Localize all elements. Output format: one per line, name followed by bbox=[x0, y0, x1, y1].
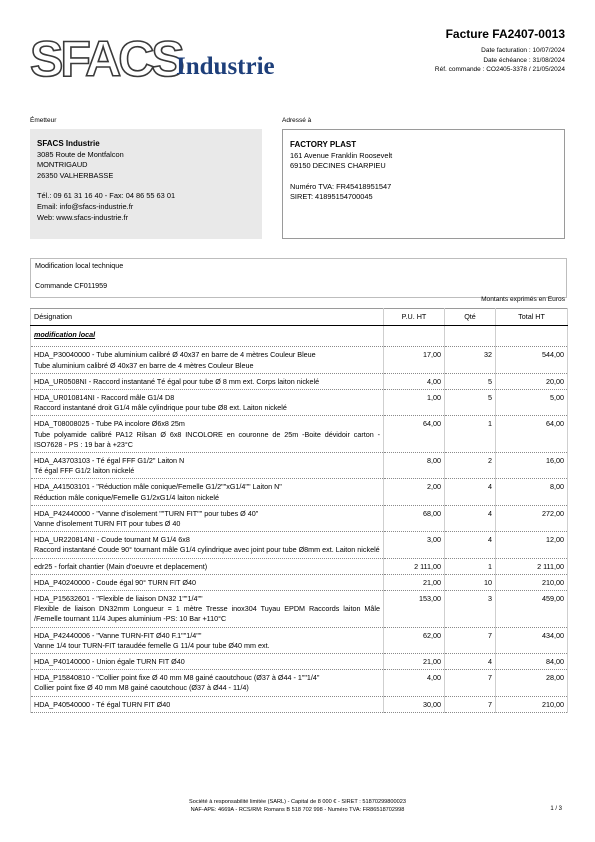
line-quantity: 32 bbox=[445, 347, 496, 373]
line-quantity: 2 bbox=[445, 453, 496, 479]
recipient-label: Adressé à bbox=[282, 117, 312, 124]
reference-block bbox=[30, 258, 567, 298]
recipient-tva: Numéro TVA: FR45418951547 bbox=[290, 181, 392, 191]
line-product-title: HDA_P40140000 - Union égale TURN FIT Ø40 bbox=[34, 657, 185, 667]
line-designation bbox=[31, 627, 384, 653]
table-row bbox=[31, 654, 568, 670]
line-product-title: HDA_P40540000 - Té égal TURN FIT Ø40 bbox=[34, 699, 171, 709]
line-product-title: HDA_A43703103 - Té égal FFF G1/2" Laiton N bbox=[34, 456, 185, 466]
line-product-title: HDA_P40240000 - Coude égal 90° TURN FIT Ø40 bbox=[34, 577, 197, 587]
table-row bbox=[31, 453, 568, 479]
emitter-name: SFACS Industrie bbox=[37, 139, 100, 148]
line-designation bbox=[31, 558, 384, 574]
company-logo bbox=[30, 34, 290, 84]
line-total: 2 111,00 bbox=[496, 558, 568, 574]
invoice-meta bbox=[435, 46, 565, 75]
legal-footer bbox=[0, 798, 595, 814]
reference-subject: Modification local technique bbox=[35, 261, 124, 270]
line-product-title: HDA_P42440006 - "Vanne TURN-FIT Ø40 F.1""1/4"" bbox=[34, 630, 202, 640]
line-unit-price: 4,00 bbox=[384, 670, 445, 696]
line-product-description: Té égal FFF G1/2 laiton nickelé bbox=[34, 466, 135, 476]
line-designation bbox=[31, 453, 384, 479]
line-product-description: Tube aluminium calibré Ø 40x37 en barre de 4 mètres Couleur Bleue bbox=[34, 360, 254, 370]
line-product-title: HDA_P15632601 - "Flexible de liaison DN32 1""1/4"" bbox=[34, 594, 203, 604]
recipient-block bbox=[282, 129, 565, 239]
invoice-date: Date facturation : 10/07/2024 bbox=[481, 47, 565, 54]
line-total: 12,00 bbox=[496, 532, 568, 558]
line-quantity: 7 bbox=[445, 670, 496, 696]
header-designation: Désignation bbox=[31, 309, 384, 326]
header-unit-price: P.U. HT bbox=[384, 309, 445, 326]
line-product-title: HDA_A41503101 - "Réduction mâle conique/Femelle G1/2""xG1/4"" Laiton N" bbox=[34, 482, 282, 492]
line-total: 210,00 bbox=[496, 574, 568, 590]
line-total: 210,00 bbox=[496, 696, 568, 712]
line-unit-price: 8,00 bbox=[384, 453, 445, 479]
line-product-description: Raccord instantané droit G1/4 mâle cylindrique pour tube Ø8 ext. Laiton nickelé bbox=[34, 403, 287, 413]
invoice-lines-table bbox=[30, 308, 568, 713]
line-total: 459,00 bbox=[496, 591, 568, 628]
emitter-address-2: MONTRIGAUD bbox=[37, 160, 88, 170]
logo-mark: SFACS bbox=[30, 34, 182, 84]
line-designation bbox=[31, 416, 384, 453]
table-row bbox=[31, 591, 568, 628]
line-total: 84,00 bbox=[496, 654, 568, 670]
line-designation bbox=[31, 654, 384, 670]
line-total: 544,00 bbox=[496, 347, 568, 373]
line-product-description: Raccord instantané Coude 90° tournant mâle G1/4 cylindrique avec joint pour tube Ø8mm ext. Laiton nickelé bbox=[34, 545, 380, 555]
table-row bbox=[31, 416, 568, 453]
currency-note: Montants exprimés en Euros bbox=[481, 296, 565, 303]
emitter-address-3: 26350 VALHERBASSE bbox=[37, 170, 114, 180]
section-title: modification local bbox=[31, 326, 384, 347]
footer-legal-line-2: NAF-APE: 4669A - RCS/RM: Romans B 518 702 998 - Numéro TVA: FR86518702998 bbox=[190, 807, 405, 813]
line-designation bbox=[31, 574, 384, 590]
line-quantity: 4 bbox=[445, 479, 496, 505]
emitter-label: Émetteur bbox=[30, 117, 57, 124]
table-row bbox=[31, 390, 568, 416]
emitter-website[interactable]: Web: www.sfacs-industrie.fr bbox=[37, 212, 129, 222]
line-product-title: HDA_P30040000 - Tube aluminium calibré Ø 40x37 en barre de 4 mètres Couleur Bleue bbox=[34, 350, 316, 360]
table-row bbox=[31, 574, 568, 590]
table-row bbox=[31, 532, 568, 558]
emitter-block bbox=[30, 129, 262, 239]
line-unit-price: 3,00 bbox=[384, 532, 445, 558]
line-total: 28,00 bbox=[496, 670, 568, 696]
recipient-address-2: 69150 DECINES CHARPIEU bbox=[290, 161, 386, 171]
line-designation bbox=[31, 532, 384, 558]
invoice-title: Facture FA2407-0013 bbox=[445, 27, 565, 41]
line-product-description: Vanne 1/4 tour TURN-FIT taraudée femelle G 11/4 pour tube Ø40 mm ext. bbox=[34, 640, 270, 650]
line-total: 434,00 bbox=[496, 627, 568, 653]
line-total: 5,00 bbox=[496, 390, 568, 416]
emitter-phone: Tél.: 09 61 31 16 40 - Fax: 04 86 55 63 01 bbox=[37, 191, 176, 201]
line-unit-price: 30,00 bbox=[384, 696, 445, 712]
table-header-row bbox=[31, 309, 568, 326]
order-reference: Réf. commande : CO2405-3378 / 21/05/2024 bbox=[434, 66, 565, 73]
recipient-name: FACTORY PLAST bbox=[290, 140, 357, 149]
header-quantity: Qté bbox=[445, 309, 496, 326]
line-quantity: 3 bbox=[445, 591, 496, 628]
line-product-description: Vanne d'isolement TURN FIT pour tubes Ø 40 bbox=[34, 519, 181, 529]
line-total: 20,00 bbox=[496, 373, 568, 389]
line-quantity: 5 bbox=[445, 373, 496, 389]
line-unit-price: 21,00 bbox=[384, 654, 445, 670]
due-date: Date échéance : 31/08/2024 bbox=[483, 56, 565, 64]
line-quantity: 1 bbox=[445, 558, 496, 574]
reference-order: Commande CF011959 bbox=[35, 281, 108, 290]
line-quantity: 7 bbox=[445, 627, 496, 653]
table-row bbox=[31, 627, 568, 653]
section-row bbox=[31, 326, 568, 347]
line-designation bbox=[31, 390, 384, 416]
table-row bbox=[31, 670, 568, 696]
line-product-title: HDA_T08008025 - Tube PA incolore Ø6x8 25m bbox=[34, 419, 185, 429]
recipient-siret: SIRET: 41895154700045 bbox=[290, 192, 373, 202]
table-row bbox=[31, 558, 568, 574]
line-unit-price: 17,00 bbox=[384, 347, 445, 373]
table-row bbox=[31, 505, 568, 531]
line-designation bbox=[31, 670, 384, 696]
line-unit-price: 1,00 bbox=[384, 390, 445, 416]
line-designation bbox=[31, 696, 384, 712]
line-quantity: 10 bbox=[445, 574, 496, 590]
footer-legal-line-1: Société à responsabilité limitée (SARL) - Capital de 8 000 € - SIRET : 51870299800023 bbox=[189, 799, 406, 805]
line-unit-price: 2,00 bbox=[384, 479, 445, 505]
line-quantity: 7 bbox=[445, 696, 496, 712]
line-quantity: 4 bbox=[445, 654, 496, 670]
table-row bbox=[31, 347, 568, 373]
line-product-title: HDA_UR0508NI - Raccord instantané Té égal pour tube Ø 8 mm ext. Corps laiton nickelé bbox=[34, 376, 320, 386]
emitter-address-1: 3085 Route de Montfalcon bbox=[37, 149, 124, 159]
recipient-address-1: 161 Avenue Franklin Roosevelt bbox=[290, 150, 393, 160]
line-total: 272,00 bbox=[496, 505, 568, 531]
line-quantity: 4 bbox=[445, 532, 496, 558]
line-product-title: HDA_UR220814NI - Coude tournant M G1/4 6x8 bbox=[34, 535, 190, 545]
logo-subtitle: Industrie bbox=[176, 53, 275, 80]
line-unit-price: 4,00 bbox=[384, 373, 445, 389]
line-unit-price: 62,00 bbox=[384, 627, 445, 653]
line-designation bbox=[31, 505, 384, 531]
line-designation bbox=[31, 373, 384, 389]
table-row bbox=[31, 479, 568, 505]
line-total: 64,00 bbox=[496, 416, 568, 453]
line-product-description: Collier point fixe Ø 40 mm M8 gainé caoutchouc (Ø37 à Ø44 - 11/4) bbox=[34, 683, 249, 693]
line-designation bbox=[31, 347, 384, 373]
line-product-title: HDA_P15840810 - "Collier point fixe Ø 40 mm M8 gainé caoutchouc (Ø37 à Ø44 - 1""1/4" bbox=[34, 673, 320, 683]
emitter-email[interactable]: Email: info@sfacs-industrie.fr bbox=[37, 201, 134, 211]
line-product-title: HDA_P42440000 - "Vanne d'isolement ""TURN FIT"" pour tubes Ø 40" bbox=[34, 508, 259, 518]
table-row bbox=[31, 696, 568, 712]
line-quantity: 5 bbox=[445, 390, 496, 416]
table-row bbox=[31, 373, 568, 389]
line-product-title: edr25 - forfait chantier (Main d'oeuvre et deplacement) bbox=[34, 561, 208, 571]
line-total: 8,00 bbox=[496, 479, 568, 505]
line-unit-price: 153,00 bbox=[384, 591, 445, 628]
line-product-description: Flexible de liaison DN32mm Longueur = 1 mètre Tresse inox304 Tuyau EPDM Raccords laiton Mâle /Femelle tournant 11/4 Jupes aluminium -PS: 10 Bar +110°C bbox=[34, 604, 380, 624]
line-total: 16,00 bbox=[496, 453, 568, 479]
header-total: Total HT bbox=[496, 309, 568, 326]
line-product-description: Réduction mâle conique/Femelle G1/2xG1/4 laiton nickelé bbox=[34, 492, 219, 502]
line-quantity: 4 bbox=[445, 505, 496, 531]
line-unit-price: 2 111,00 bbox=[384, 558, 445, 574]
line-unit-price: 68,00 bbox=[384, 505, 445, 531]
line-designation bbox=[31, 479, 384, 505]
line-unit-price: 64,00 bbox=[384, 416, 445, 453]
line-product-description: Tube polyamide calibré PA12 Rilsan Ø 6x8 INCOLORE en couronne de 25m -Boite dévidoir carton - ISO7628 - PS : 19 bar à +23°C bbox=[34, 429, 380, 449]
page-number: 1 / 3 bbox=[550, 806, 562, 812]
line-product-title: HDA_UR010814NI - Raccord mâle G1/4 D8 bbox=[34, 393, 175, 403]
line-quantity: 1 bbox=[445, 416, 496, 453]
line-unit-price: 21,00 bbox=[384, 574, 445, 590]
line-designation bbox=[31, 591, 384, 628]
